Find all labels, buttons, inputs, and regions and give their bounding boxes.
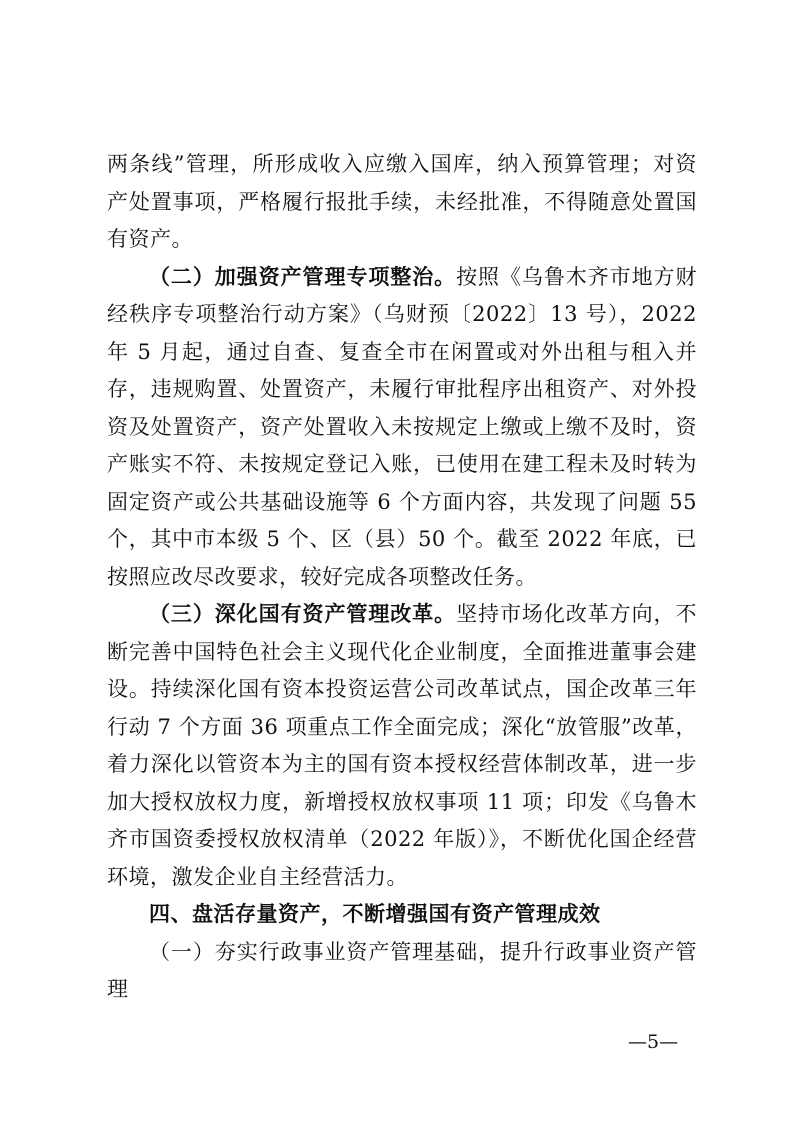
paragraph-last-line: （一）夯实行政事业资产管理基础，提升行政事业资产管理 <box>107 939 697 1001</box>
paragraph-asset-rectification <box>107 259 697 597</box>
paragraph-text: 坚持市场化改革方向，不断完善中国特色社会主义现代化企业制度，全面推进董事会建设。持续深化国有资本投资运营公司改革试点，国企改革三年行动 7 个方面 36 项重点工作全面完成；深化“放管服”改革，着力深化以管资本为主的国有资本授权经营体制改革，进一步加大授权放权力度，新增授权放权事项 11 项；印发《乌鲁木齐市国资委授权放权清单（2022 年版）》，不断优化国企经营环境，激发企业自主经营活力。 <box>107 602 697 889</box>
paragraph-text: 按照《乌鲁木齐市地方财经秩序专项整治行动方案》（乌财预〔2022〕13 号），2022 年 5 月起，通过自查、复查全市在闲置或对外出租与租入并存，违规购置、处置资产，未履行审批程序出租资产、对外投资及处置资产，资产处置收入未按规定上缴或上缴不及时，资产账实不符、未按规定登记入账，已使用在建工程未及时转为固定资产或公共基础设施等 6 个方面内容，共发现了问题 55 个，其中市本级 5 个、区（县）50 个。截至 2022 年底，已按照应改尽改要求，较好完成各项整改任务。 <box>107 264 697 589</box>
paragraph-heading: （二）加强资产管理专项整治。 <box>149 264 457 289</box>
page-number: —5— <box>628 1031 679 1053</box>
document-body <box>107 146 697 1009</box>
paragraph-continuation <box>107 146 697 259</box>
section-heading: 四、盘活存量资产，不断增强国有资产管理成效 <box>149 902 601 926</box>
paragraph-heading: （三）深化国有资产管理改革。 <box>149 602 457 626</box>
paragraph-asset-reform <box>107 596 697 896</box>
paragraph-text: 两条线”管理，所形成收入应缴入国库，纳入预算管理；对资产处置事项，严格履行报批手续，未经批准，不得随意处置国有资产。 <box>107 152 697 251</box>
